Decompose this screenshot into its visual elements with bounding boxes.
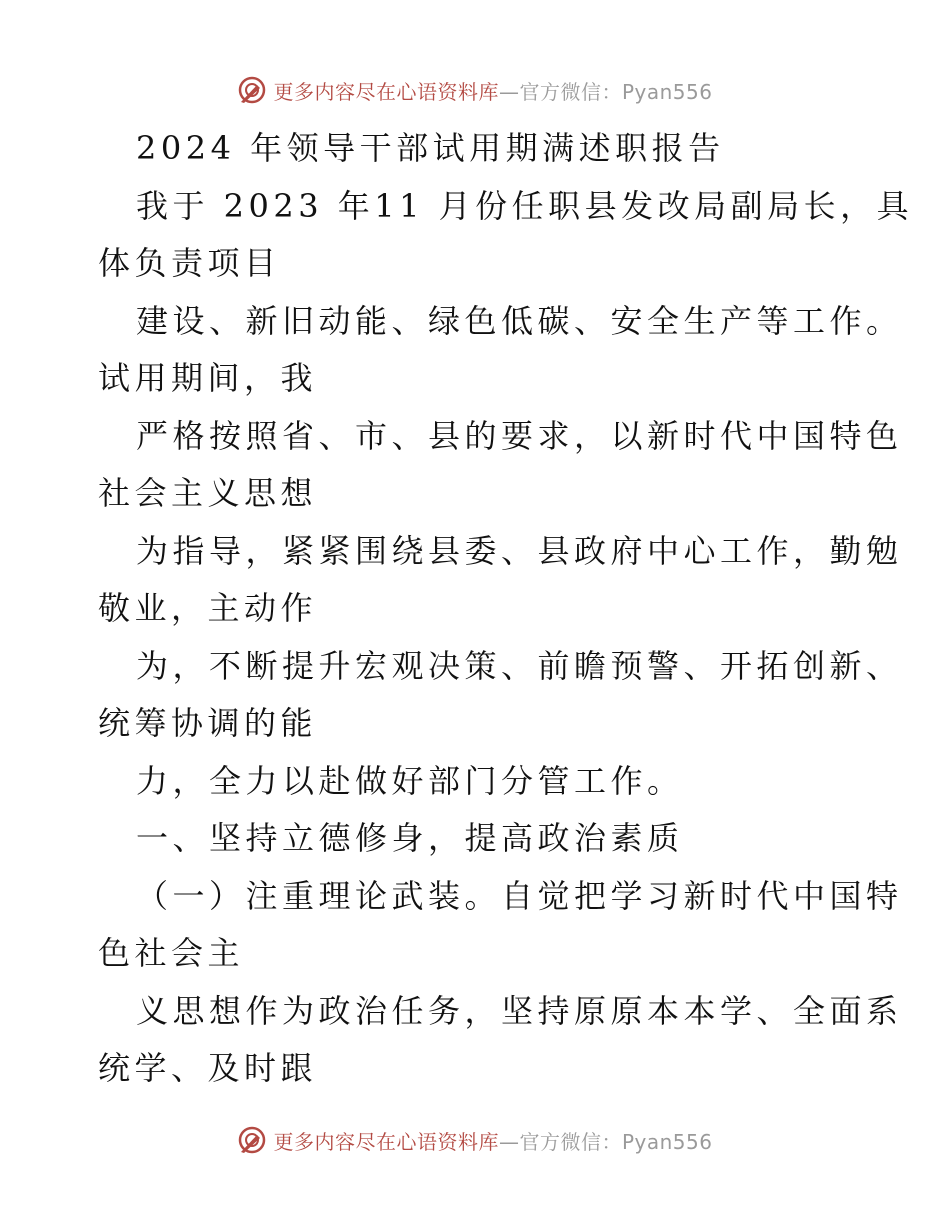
document-line: （一）注重理论武装。自觉把学习新时代中国特 — [136, 876, 903, 915]
document-line: 试用期间，我 — [98, 359, 318, 397]
document-line: 力，全力以赴做好部门分管工作。 — [136, 761, 684, 800]
watermark-text-colored: 更多内容尽在心语资料库 — [273, 1129, 499, 1154]
document-line: 敬业，主动作 — [98, 589, 318, 627]
watermark-banner-bottom — [0, 1120, 950, 1160]
watermark-banner-top — [0, 70, 950, 110]
document-line: 2024 年领导干部试用期满述职报告 — [136, 129, 725, 167]
pen-logo-icon — [237, 75, 267, 105]
document-line: 我于 2023 年11 月份任职县发改局副局长，具 — [136, 186, 914, 225]
document-line: 统学、及时跟 — [98, 1049, 318, 1087]
document-line: 一、坚持立德修身，提高政治素质 — [136, 819, 684, 857]
document-line: 为指导，紧紧围绕县委、县政府中心工作，勤勉 — [136, 531, 903, 570]
watermark-text-plain: —官方微信：Pyan556 — [498, 1129, 713, 1154]
document-body — [98, 120, 914, 1098]
document-line: 严格按照省、市、县的要求，以新时代中国特色 — [136, 416, 903, 455]
document-line: 为，不断提升宏观决策、前瞻预警、开拓创新、 — [136, 646, 903, 685]
document-line: 义思想作为政治任务，坚持原原本本学、全面系 — [136, 991, 903, 1030]
document-line: 社会主义思想 — [98, 474, 318, 512]
document-line: 色社会主 — [98, 934, 245, 972]
watermark-text-plain: —官方微信：Pyan556 — [498, 79, 713, 104]
document-line: 体负责项目 — [98, 244, 281, 282]
document-line: 建设、新旧动能、绿色低碳、安全生产等工作。 — [136, 301, 903, 340]
pen-logo-icon — [237, 1125, 267, 1155]
watermark-text-colored: 更多内容尽在心语资料库 — [273, 79, 499, 104]
document-line: 统筹协调的能 — [98, 704, 318, 742]
watermark-text — [273, 1126, 712, 1155]
watermark-text — [273, 76, 712, 105]
